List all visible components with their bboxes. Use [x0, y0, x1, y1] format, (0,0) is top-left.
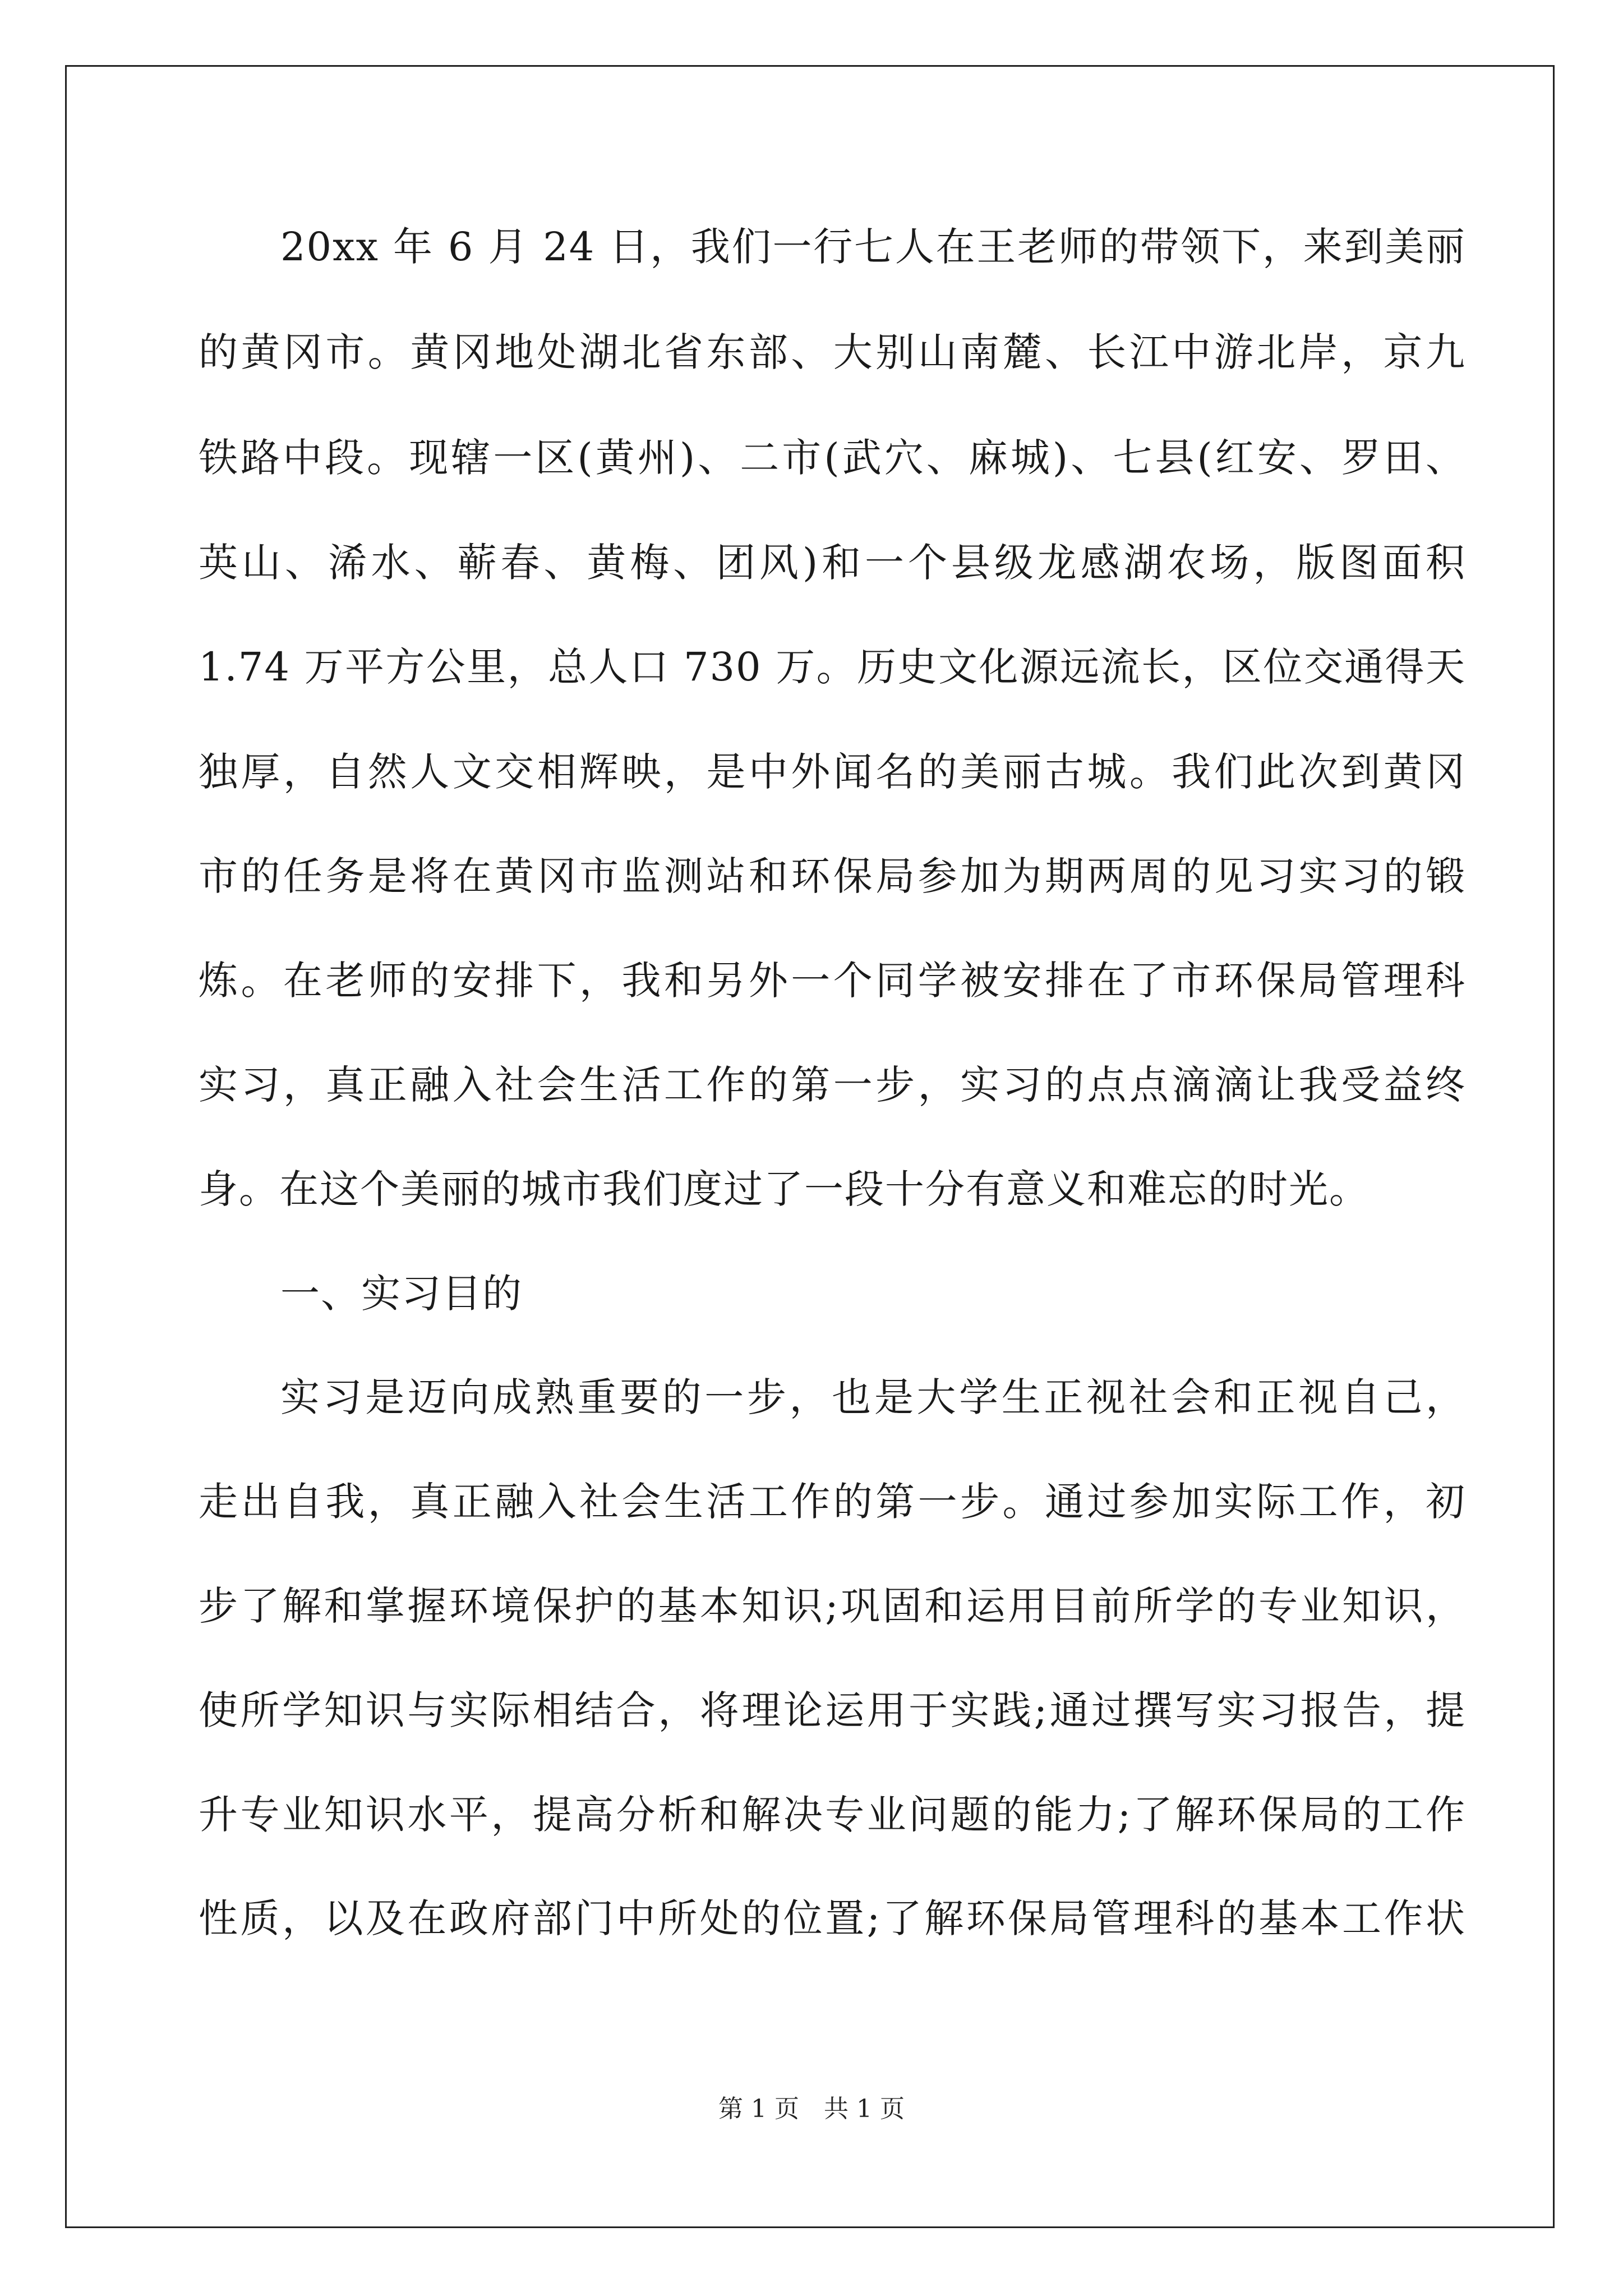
paragraph-2-line-3: 步了解和掌握环境保护的基本知识;巩固和运用目前所学的专业知识，	[199, 1583, 1466, 1629]
paragraph-1-line-4: 英山、浠水、蕲春、黄梅、团风)和一个县级龙感湖农场，版图面积	[199, 540, 1466, 586]
paragraph-2-line-2: 走出自我，真正融入社会生活工作的第一步。通过参加实际工作，初	[199, 1479, 1466, 1525]
paragraph-1-line-9: 实习，真正融入社会生活工作的第一步，实习的点点滴滴让我受益终	[199, 1062, 1466, 1108]
page-footer: 第 1 页 共 1 页	[718, 2095, 905, 2123]
paragraph-2-line-4: 使所学知识与实际相结合，将理论运用于实践;通过撰写实习报告，提	[199, 1687, 1466, 1733]
paragraph-2-line-5: 升专业知识水平，提高分析和解决专业问题的能力;了解环保局的工作	[199, 1792, 1466, 1838]
paragraph-1-line-1: 20xx 年 6 月 24 日，我们一行七人在王老师的带领下，来到美丽	[280, 224, 1466, 270]
paragraph-2-line-6: 性质，以及在政府部门中所处的位置;了解环保局管理科的基本工作状	[199, 1895, 1466, 1941]
paragraph-1-line-5: 1.74 万平方公里，总人口 730 万。历史文化源远流长，区位交通得天	[199, 644, 1466, 690]
paragraph-1-line-10: 身。在这个美丽的城市我们度过了一段十分有意义和难忘的时光。	[199, 1166, 1370, 1212]
paragraph-2-line-1: 实习是迈向成熟重要的一步，也是大学生正视社会和正视自己，	[280, 1374, 1466, 1420]
section-heading: 一、实习目的	[280, 1271, 523, 1317]
paragraph-1-line-2: 的黄冈市。黄冈地处湖北省东部、大别山南麓、长江中游北岸，京九	[199, 329, 1466, 375]
paragraph-1-line-8: 炼。在老师的安排下，我和另外一个同学被安排在了市环保局管理科	[199, 958, 1466, 1004]
paragraph-1-line-3: 铁路中段。现辖一区(黄州)、二市(武穴、麻城)、七县(红安、罗田、	[199, 435, 1466, 481]
paragraph-1-line-6: 独厚，自然人文交相辉映，是中外闻名的美丽古城。我们此次到黄冈	[199, 749, 1466, 795]
paragraph-1-line-7: 市的任务是将在黄冈市监测站和环保局参加为期两周的见习实习的锻	[199, 853, 1466, 899]
